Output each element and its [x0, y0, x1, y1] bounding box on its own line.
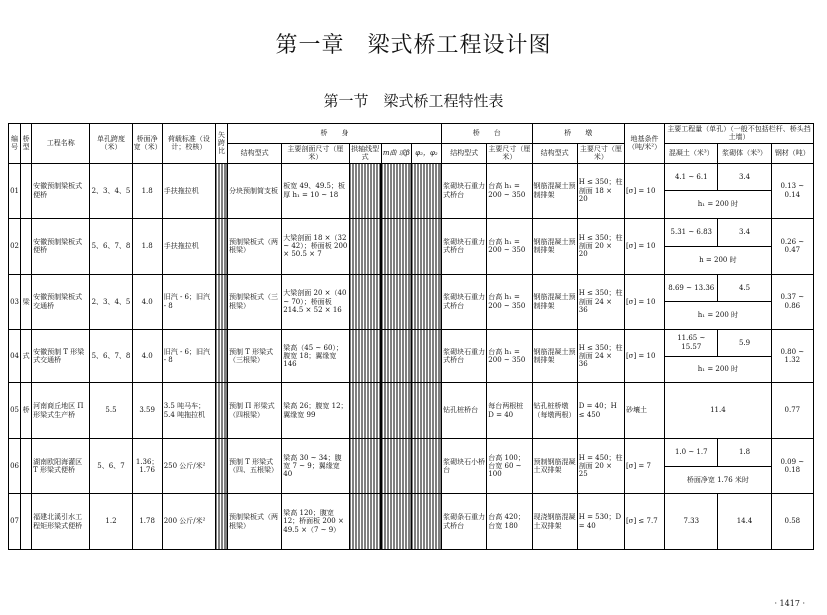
cell-foundation: [σ] = 10 — [624, 274, 664, 329]
cell-load-standard: 250 公斤/米² — [162, 438, 215, 493]
cell-arch-axis — [349, 219, 381, 274]
header-project-name: 工程名称 — [32, 124, 90, 164]
cell-masonry: 3.4 — [718, 163, 771, 191]
cell-super-dims: 板宽 49、49.5；板厚 h₁ = 10 ~ 18 — [282, 163, 349, 218]
header-steel: 钢材（吨） — [771, 143, 813, 163]
cell-rise-span — [215, 329, 227, 382]
cell-span: 2、3、4、5 — [90, 163, 132, 218]
cell-load-standard: 旧汽 - 6；旧汽 - 8 — [162, 274, 215, 329]
cell-steel: 0.58 — [771, 494, 813, 550]
cell-arch-axis — [349, 329, 381, 382]
cell-m-beta — [381, 494, 411, 550]
cell-deck-width: 1.8 — [132, 163, 162, 218]
cell-super-dims: 梁高 26；腹宽 12；翼缘宽 99 — [282, 383, 349, 438]
cell-project-name: 安徽预制梁板式交通桥 — [32, 274, 90, 329]
cell-rise-span — [215, 274, 227, 329]
cell-masonry: 14.4 — [718, 494, 771, 550]
cell-abut-dims: 台高 100；台宽 60 ~ 100 — [487, 438, 532, 493]
cell-m-beta — [381, 163, 411, 218]
cell-pier-form: 钢筋混凝土预制排架 — [532, 219, 577, 274]
cell-masonry: 1.8 — [718, 438, 771, 466]
cell-pier-dims: H ≤ 350；柱剖面 20 × 20 — [577, 219, 624, 274]
header-load-standard: 荷载标准（设计；校核） — [162, 124, 215, 164]
cell-pier-form: 钢筋混凝土预制排架 — [532, 274, 577, 329]
cell-foundation: [σ] = 10 — [624, 329, 664, 382]
cell-bridge-type — [21, 494, 32, 550]
section-title: 第一节 梁式桥工程特性表 — [323, 92, 504, 110]
cell-m-beta — [381, 383, 411, 438]
header-abutment: 桥 台 — [442, 124, 532, 144]
cell-no: 04 — [9, 329, 21, 382]
header-arch-axis: 拱轴线型式 — [349, 143, 381, 163]
cell-concrete: 5.31 ~ 6.83 — [665, 219, 718, 247]
cell-abut-form: 浆砌块石重力式桥台 — [442, 219, 487, 274]
cell-pier-form: 钻孔桩桥墩（每墩两根） — [532, 383, 577, 438]
cell-project-name: 福建北溪引水工程矩形梁式便桥 — [32, 494, 90, 550]
cell-phi — [411, 274, 441, 329]
cell-load-standard: 3.5 吨马车；5.4 吨拖拉机 — [162, 383, 215, 438]
cell-super-form: 预制梁板式（三根梁） — [228, 274, 282, 329]
header-pier-struct-form: 结构型式 — [532, 143, 577, 163]
cell-pier-dims: H ≤ 350；柱剖面 24 × 36 — [577, 329, 624, 382]
cell-bridge-type: 桥 — [21, 383, 32, 438]
cell-phi — [411, 494, 441, 550]
cell-concrete: 11.4 — [665, 383, 772, 438]
cell-abut-dims: 台高 h₁ = 200 ~ 350 — [487, 163, 532, 218]
cell-m-beta — [381, 438, 411, 493]
cell-abut-form: 浆砌块石重力式桥台 — [442, 163, 487, 218]
cell-super-form: 预制梁板式（两根梁） — [228, 494, 282, 550]
cell-load-standard: 手扶拖拉机 — [162, 163, 215, 218]
cell-steel: 0.77 — [771, 383, 813, 438]
cell-span: 1.2 — [90, 494, 132, 550]
cell-load-standard: 旧汽 - 6；旧汽 - 8 — [162, 329, 215, 382]
cell-abut-dims: 每台两根桩 D = 40 — [487, 383, 532, 438]
cell-steel: 0.13 ~ 0.14 — [771, 163, 813, 218]
cell-deck-width: 4.0 — [132, 329, 162, 382]
cell-foundation: [σ] = 7 — [624, 438, 664, 493]
cell-project-name: 湖南欧阳海灌区 T 形梁式便桥 — [32, 438, 90, 493]
cell-deck-width: 1.36；1.76 — [132, 438, 162, 493]
cell-rise-span — [215, 494, 227, 550]
header-pier: 桥 墩 — [532, 124, 624, 144]
cell-no: 01 — [9, 163, 21, 218]
cell-masonry: 4.5 — [718, 274, 771, 302]
cell-foundation: [σ] ≤ 7.7 — [624, 494, 664, 550]
header-bridge-type: 桥型 — [21, 124, 32, 164]
cell-quantity-note: h₁ = 200 时 — [665, 356, 772, 383]
cell-m-beta — [381, 219, 411, 274]
cell-load-standard: 200 公斤/米² — [162, 494, 215, 550]
header-concrete: 混凝土（米³） — [665, 143, 718, 163]
cell-span: 5、6、7、8 — [90, 329, 132, 382]
header-no: 编号 — [9, 124, 21, 164]
cell-quantity-note: 桥面净宽 1.76 米时 — [665, 466, 772, 494]
chapter-title: 第一章 梁式桥工程设计图 — [275, 33, 552, 58]
page-number: · 1417 · — [774, 599, 805, 608]
table-row — [9, 274, 814, 302]
cell-m-beta — [381, 274, 411, 329]
cell-super-dims: 大梁剖面 18 ×（32 ~ 42）；桥面板 200 × 50.5 × 7 — [282, 219, 349, 274]
cell-phi — [411, 163, 441, 218]
table-row — [9, 219, 814, 247]
cell-abut-form: 浆砌块石重力式桥台 — [442, 329, 487, 382]
header-span: 单孔跨度（米） — [90, 124, 132, 164]
cell-concrete: 1.0 ~ 1.7 — [665, 438, 718, 466]
cell-super-dims: 梁高（45 ~ 60）；腹宽 18；翼缘宽 146 — [282, 329, 349, 382]
cell-super-dims: 梁高 120；腹宽 12；桥面板 200 × 49.5 ×（7 ~ 9） — [282, 494, 349, 550]
cell-steel: 0.80 ~ 1.32 — [771, 329, 813, 382]
cell-masonry: 5.9 — [718, 329, 771, 356]
cell-deck-width: 1.78 — [132, 494, 162, 550]
cell-no: 07 — [9, 494, 21, 550]
cell-super-dims: 梁高 30 ~ 34；腹宽 7 ~ 9；翼缘宽 40 — [282, 438, 349, 493]
cell-pier-form: 钢筋混凝土预制排架 — [532, 329, 577, 382]
header-superstructure: 桥 身 — [228, 124, 442, 144]
cell-phi — [411, 438, 441, 493]
cell-deck-width: 1.8 — [132, 219, 162, 274]
cell-pier-dims: H = 450；柱剖面 20 × 25 — [577, 438, 624, 493]
header-pier-main-dims: 主要尺寸（厘米） — [577, 143, 624, 163]
cell-pier-form: 预制钢筋混凝土双排架 — [532, 438, 577, 493]
cell-rise-span — [215, 163, 227, 218]
cell-deck-width: 3.59 — [132, 383, 162, 438]
cell-project-name: 河南商丘地区 Π 形梁式生产桥 — [32, 383, 90, 438]
cell-no: 03 — [9, 274, 21, 329]
cell-quantity-note: h₁ = 200 时 — [665, 302, 772, 330]
cell-arch-axis — [349, 163, 381, 218]
cell-arch-axis — [349, 494, 381, 550]
cell-pier-dims: H ≤ 350；柱剖面 18 × 20 — [577, 163, 624, 218]
cell-phi — [411, 219, 441, 274]
cell-concrete: 4.1 ~ 6.1 — [665, 163, 718, 191]
header-super-main-dims: 主要剖面尺寸（厘米） — [282, 143, 349, 163]
cell-masonry: 3.4 — [718, 219, 771, 247]
cell-super-form: 预制 T 形梁式（四、五根梁） — [228, 438, 282, 493]
header-masonry: 浆砌体（米³） — [718, 143, 771, 163]
cell-bridge-type — [21, 219, 32, 274]
cell-abut-form: 钻孔桩桥台 — [442, 383, 487, 438]
header-phi: φ₂，φ₂ — [411, 143, 441, 163]
cell-steel: 0.37 ~ 0.86 — [771, 274, 813, 329]
cell-foundation: [σ] = 10 — [624, 163, 664, 218]
cell-project-name: 安徽预制梁板式便桥 — [32, 163, 90, 218]
cell-pier-form: 现浇钢筋混凝土双排架 — [532, 494, 577, 550]
table-row — [9, 438, 814, 466]
cell-project-name: 安徽预制梁板式便桥 — [32, 219, 90, 274]
cell-span: 5、6、7 — [90, 438, 132, 493]
cell-bridge-type — [21, 163, 32, 218]
cell-bridge-type — [21, 438, 32, 493]
cell-quantity-note: h = 200 时 — [665, 246, 772, 274]
cell-foundation: [σ] = 10 — [624, 219, 664, 274]
cell-steel: 0.09 ~ 0.18 — [771, 438, 813, 493]
cell-pier-dims: H ≤ 350；柱剖面 24 × 36 — [577, 274, 624, 329]
header-abut-struct-form: 结构型式 — [442, 143, 487, 163]
cell-abut-dims: 台高 h₁ = 200 ~ 350 — [487, 219, 532, 274]
cell-no: 06 — [9, 438, 21, 493]
cell-arch-axis — [349, 438, 381, 493]
header-m-beta: m曲 或β — [381, 143, 411, 163]
bridge-spec-table — [8, 123, 814, 550]
cell-quantity-note: h₁ = 200 时 — [665, 191, 772, 219]
cell-abut-dims: 台高 h₁ = 200 ~ 350 — [487, 329, 532, 382]
cell-phi — [411, 383, 441, 438]
table-row — [9, 163, 814, 191]
table-row — [9, 383, 814, 411]
cell-concrete: 8.69 ~ 13.36 — [665, 274, 718, 302]
header-deck-width: 桥面净宽（米） — [132, 124, 162, 164]
cell-load-standard: 手扶拖拉机 — [162, 219, 215, 274]
header-quantities: 主要工程量（单孔）（一般不包括栏杆、桥头挡土墙） — [665, 124, 814, 144]
header-rise-span: 矢跨比 — [215, 124, 227, 164]
cell-pier-dims: D = 40；H ≤ 450 — [577, 383, 624, 438]
cell-concrete: 11.65 ~ 15.57 — [665, 329, 718, 356]
cell-project-name: 安徽预制 T 形梁式交通桥 — [32, 329, 90, 382]
table-row — [9, 329, 814, 356]
cell-arch-axis — [349, 274, 381, 329]
cell-super-form: 分块预制简支板 — [228, 163, 282, 218]
cell-pier-dims: H = 530；D = 40 — [577, 494, 624, 550]
cell-abut-dims: 台高 420；台宽 180 — [487, 494, 532, 550]
cell-span: 2、3、4、5 — [90, 274, 132, 329]
cell-rise-span — [215, 219, 227, 274]
header-foundation: 地基条件（吨/米²） — [624, 124, 664, 164]
cell-abut-form: 浆砌条石重力式桥台 — [442, 494, 487, 550]
cell-pier-form: 钢筋混凝土预制排架 — [532, 163, 577, 218]
cell-deck-width: 4.0 — [132, 274, 162, 329]
cell-super-dims: 大梁剖面 20 ×（40 ~ 70）；桥面板 214.5 × 52 × 16 — [282, 274, 349, 329]
cell-span: 5.5 — [90, 383, 132, 438]
cell-abut-dims: 台高 h₁ = 200 ~ 350 — [487, 274, 532, 329]
cell-rise-span — [215, 383, 227, 438]
cell-bridge-type: 式 — [21, 329, 32, 382]
cell-m-beta — [381, 329, 411, 382]
cell-phi — [411, 329, 441, 382]
cell-span: 5、6、7、8 — [90, 219, 132, 274]
cell-foundation: 砂壤土 — [624, 383, 664, 438]
cell-super-form: 预制梁板式（两根梁） — [228, 219, 282, 274]
cell-steel: 0.26 ~ 0.47 — [771, 219, 813, 274]
cell-bridge-type: 梁 — [21, 274, 32, 329]
header-abut-main-dims: 主要尺寸（厘米） — [488, 144, 531, 162]
cell-no: 05 — [9, 383, 21, 438]
table-row — [9, 494, 814, 522]
cell-arch-axis — [349, 383, 381, 438]
cell-super-form: 预制 Π 形梁式（四根梁） — [228, 383, 282, 438]
cell-rise-span — [215, 438, 227, 493]
cell-abut-form: 浆砌块石重力式桥台 — [442, 274, 487, 329]
cell-abut-form: 浆砌块石小桥台 — [442, 438, 487, 493]
cell-concrete: 7.33 — [665, 494, 718, 550]
cell-no: 02 — [9, 219, 21, 274]
header-super-struct-form: 结构型式 — [228, 143, 282, 163]
cell-super-form: 预制 T 形梁式（三根梁） — [228, 329, 282, 382]
